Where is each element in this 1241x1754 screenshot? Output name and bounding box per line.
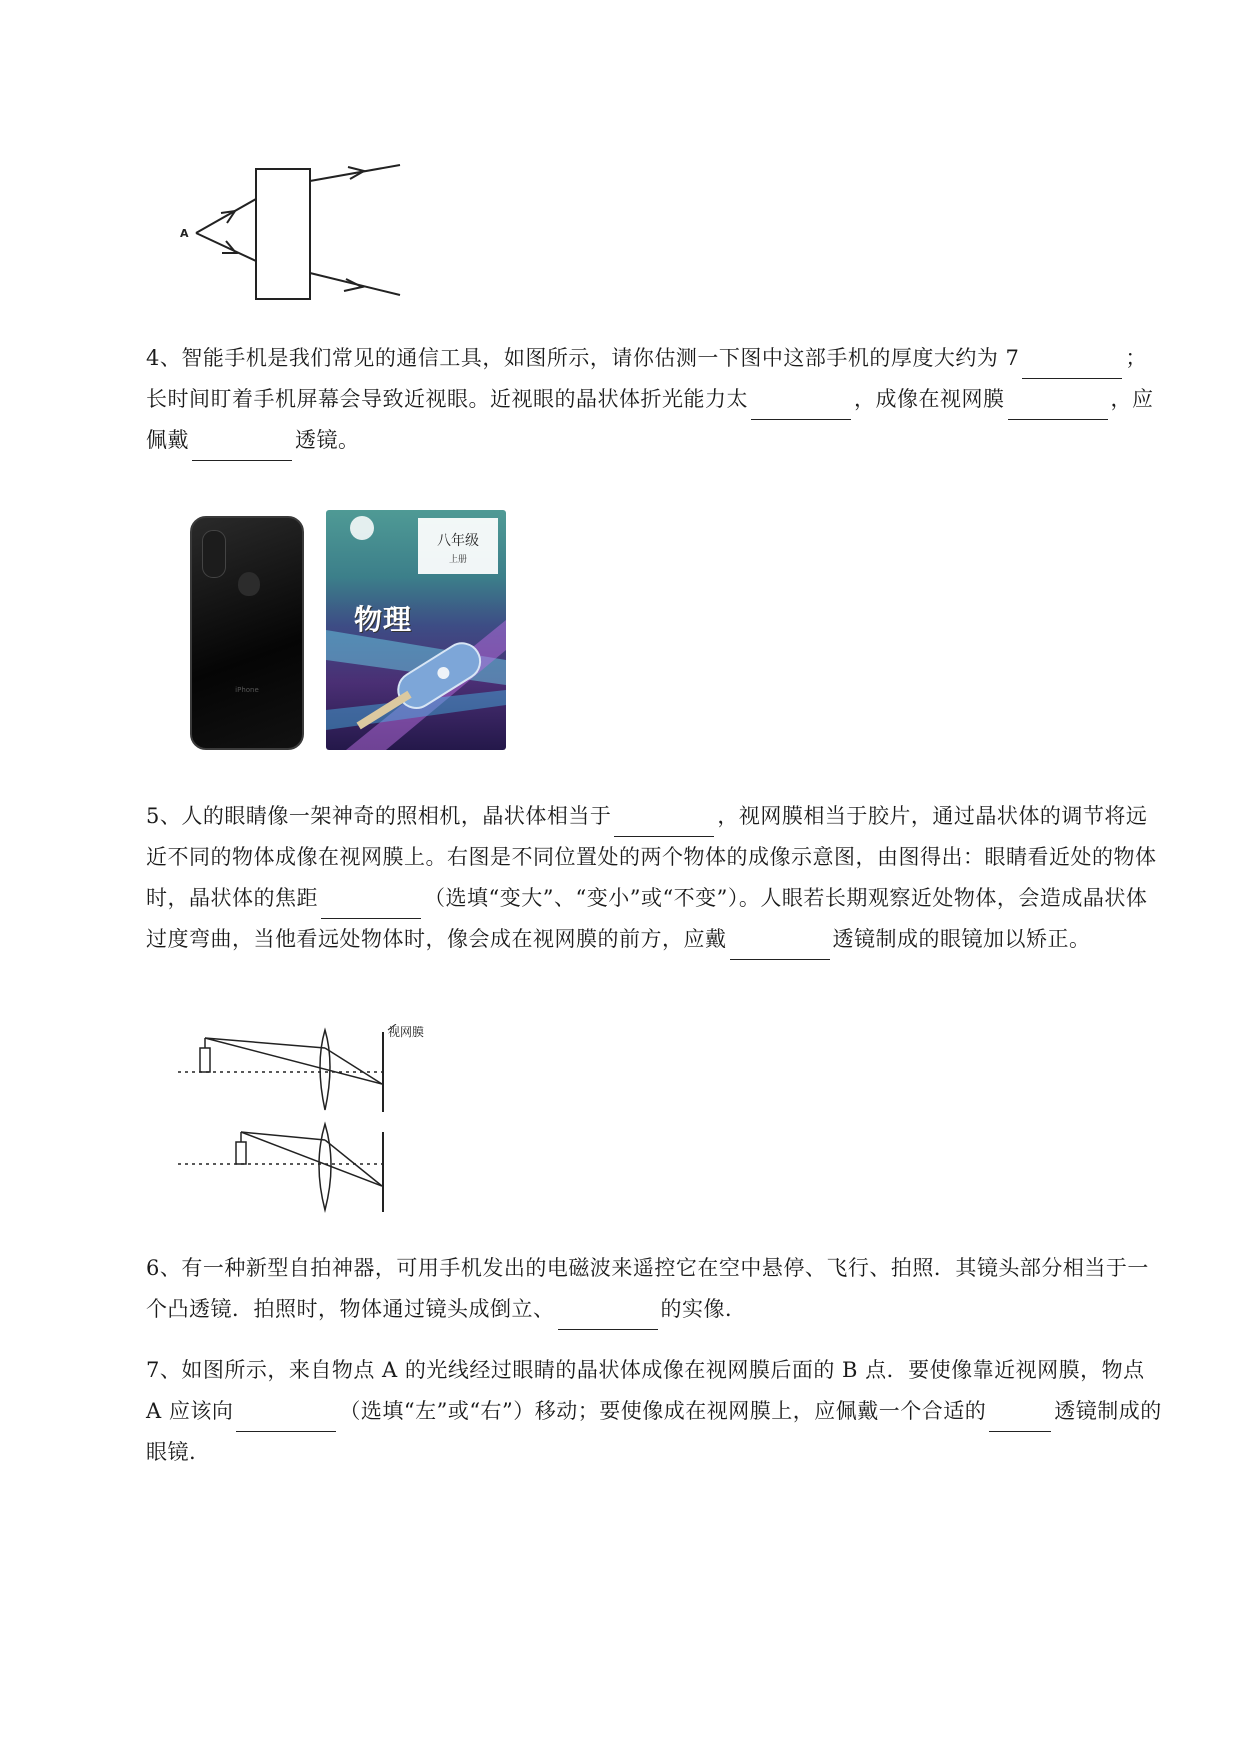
book-volume-label: 上册 [448, 555, 467, 565]
lens-box-figure [170, 155, 410, 305]
arrow-lower-right [344, 279, 362, 291]
answer-blank-4b[interactable] [751, 393, 851, 420]
question-6: 6、有一种新型自拍神器，可用手机发出的电磁波来遥控它在空中悬停、飞行、拍照．其镜头部分相当于一个凸透镜．拍照时，物体通过镜头成倒立、 的实像． [146, 1248, 1166, 1330]
question-7: 7、如图所示，来自物点 A 的光线经过眼睛的晶状体成像在视网膜后面的 B 点．要使像靠近视网膜，物点 A 应该向 （选填“左”或“右”）移动；要使像成在视网膜上，应佩戴一个合适的 透镜制成的眼镜. [146, 1358, 1162, 1464]
ray-out-upper [310, 165, 400, 181]
phone-image [190, 516, 304, 750]
answer-blank-5c[interactable] [730, 933, 830, 960]
answer-blank-7a[interactable] [236, 1405, 336, 1432]
answer-blank-4c[interactable] [1008, 393, 1108, 420]
ray-a-upper [196, 199, 256, 233]
question-4: 4、智能手机是我们常见的通信工具，如图所示，请你估测一下图中这部手机的厚度大约为 7 ；长时间盯着手机屏幕会导致近视眼。近视眼的晶状体折光能力太 ，成像在视网膜 ，应佩戴 透镜。 [146, 338, 1166, 461]
answer-blank-7b[interactable] [989, 1405, 1051, 1432]
point-a-label: A [180, 227, 189, 240]
camera-module [202, 530, 226, 578]
ray-a-lower [196, 233, 256, 261]
apple-logo-icon [238, 572, 260, 596]
physics-textbook-image [326, 510, 506, 750]
question-5: 5、人的眼睛像一架神奇的照相机，晶状体相当于 ，视网膜相当于胶片，通过晶状体的调节将远近不同的物体成像在视网膜上。右图是不同位置处的两个物体的成像示意图，由图得出：眼睛看近处的物体时，晶状体的焦距 （选填“变大”、“变小”或“不变”）。人眼若长期观察近处物体，会造成晶状体过度弯曲，当他看远处物体时，像会成在视网膜的前方，应戴 透镜制成的眼镜加以矫正。 [146, 796, 1166, 960]
answer-blank-5b[interactable] [321, 892, 421, 919]
answer-blank-4a[interactable] [1022, 352, 1122, 379]
answer-blank-5a[interactable] [614, 810, 714, 837]
diagram-near-object [178, 1124, 388, 1212]
retina-label: 视网膜 [388, 1025, 425, 1039]
answer-blank-4d[interactable] [192, 434, 292, 461]
book-title: 物理 [354, 603, 413, 636]
book-grade-label: 八年级 [437, 533, 479, 549]
lens-box [256, 169, 310, 299]
eye-lens-figure [170, 1024, 440, 1224]
diagram-far-object [178, 1024, 424, 1112]
phone-brand-text: iPhone [235, 686, 259, 694]
answer-blank-6a[interactable] [558, 1303, 658, 1330]
